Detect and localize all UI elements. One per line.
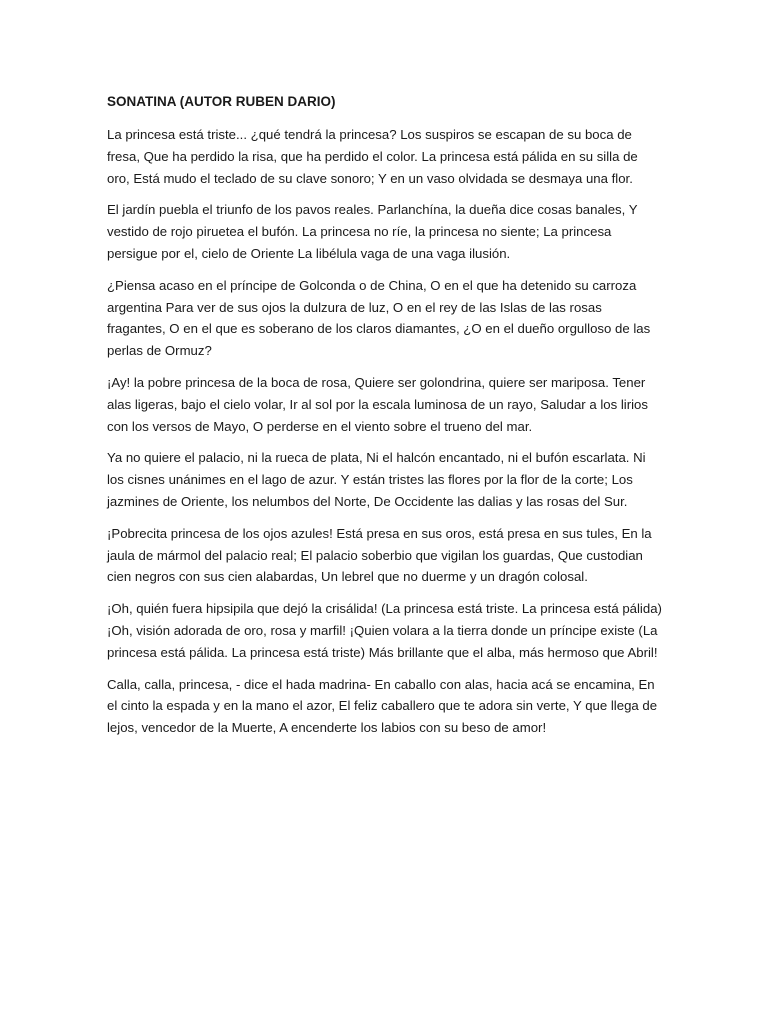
paragraph-4: ¡Ay! la pobre princesa de la boca de rosa, Quiere ser golondrina, quiere ser mariposa. Tener alas ligeras, bajo el cielo volar, Ir al sol por la escala luminosa de un rayo, Saludar a los lirios con los versos de Mayo, O perderse en el viento sobre el trueno del mar. xyxy=(107,374,648,434)
paragraph-7: ¡Oh, quién fuera hipsipila que dejó la crisálida! (La princesa está triste. La princesa está pálida) ¡Oh, visión adorada de oro, rosa y marfil! ¡Quien volara a la tierra donde un príncipe existe (La princesa está pálida. La princesa está triste) Más brillante que el alba, más hermoso que Abril! xyxy=(107,601,662,660)
paragraph-6: ¡Pobrecita princesa de los ojos azules! Está presa en sus oros, está presa en sus tules, En la jaula de mármol del palacio real; El palacio soberbio que vigilan los guardas, Que custodian cien negros con sus cien alabardas, Un lebrel que no duerme y un dragón colosal. xyxy=(107,525,652,585)
paragraph-1: La princesa está triste... ¿qué tendrá la princesa? Los suspiros se escapan de su boca de fresa, Que ha perdido la risa, que ha perdido el color. La princesa está pálida en su silla de oro, Está mudo el teclado de su clave sonoro; Y en un vaso olvidada se desmaya una flor. xyxy=(107,127,638,186)
document-page xyxy=(107,92,663,749)
document-title: SONATINA (AUTOR RUBEN DARIO) xyxy=(107,94,336,109)
paragraph-5: Ya no quiere el palacio, ni la rueca de plata, Ni el halcón encantado, ni el bufón escarlata. Ni los cisnes unánimes en el lago de azur. Y están tristes las flores por la flor de la corte; Los jazmines de Oriente, los nelumbos del Norte, De Occidente las dalias y las rosas del Sur. xyxy=(107,450,646,509)
paragraph-3: ¿Piensa acaso en el príncipe de Golconda o de China, O en el que ha detenido su carroza argentina Para ver de sus ojos la dulzura de luz, O en el rey de las Islas de las rosas fragantes, O en el que es soberano de los claros diamantes, ¿O en el dueño orgulloso de las perlas de Ormuz? xyxy=(107,277,651,359)
paragraph-8: Calla, calla, princesa, - dice el hada madrina- En caballo con alas, hacia acá se encamina, En el cinto la espada y en la mano el azor, El feliz caballero que te adora sin verte, Y que llega de lejos, vencedor de la Muerte, A encenderte los labios con su beso de amor! xyxy=(107,676,658,736)
paragraph-2: El jardín puebla el triunfo de los pavos reales. Parlanchína, la dueña dice cosas banales, Y vestido de rojo piruetea el bufón. La princesa no ríe, la princesa no siente; La princesa persigue por el, cielo de Oriente La libélula vaga de una vaga ilusión. xyxy=(107,202,638,261)
